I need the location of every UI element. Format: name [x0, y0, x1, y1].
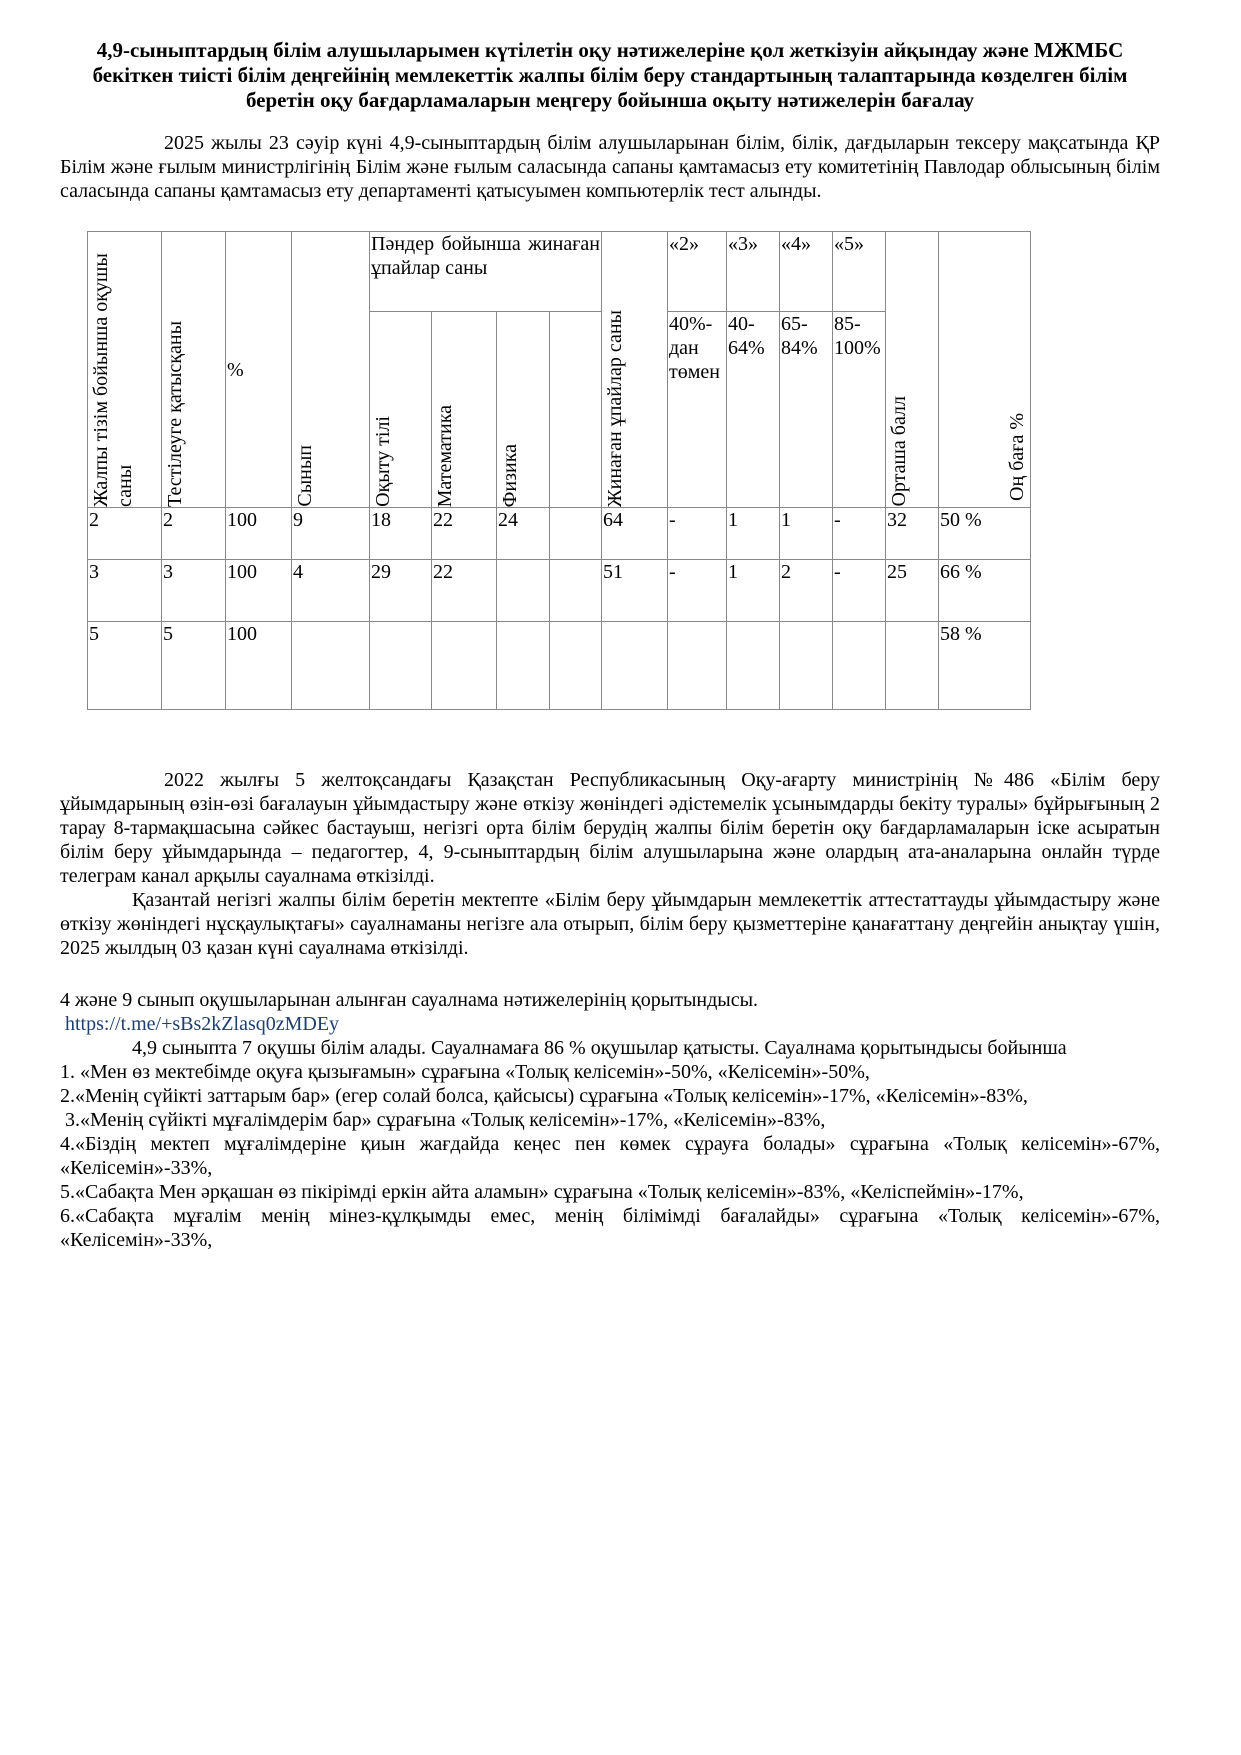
header-g4: «4»: [780, 232, 833, 312]
cell-total: 3: [88, 560, 162, 622]
header-spacer: [550, 312, 602, 508]
cell-tested: 2: [162, 508, 226, 560]
cell-math: [432, 622, 497, 710]
cell-pct: 100: [226, 508, 292, 560]
list-item: 6.«Сабақта мұғалім менің мінез-құлқымды емес, менің білімімді бағалайды» сұрағына «Толық келісемін»-67%, «Келісемін»-33%,: [60, 1205, 1160, 1251]
table-row: [88, 622, 1031, 710]
survey-intro: 4,9 сыныпта 7 оқушы білім алады. Сауалнамаға 86 % оқушылар қатысты. Сауалнама қорытындысы бойынша: [132, 1037, 1067, 1059]
table-row: [88, 560, 1031, 622]
cell-lang: 29: [370, 560, 432, 622]
table-row: [88, 508, 1031, 560]
header-avg: Орташа балл: [886, 232, 939, 508]
header-grade: Сынып: [292, 232, 370, 508]
list-item: 5.«Сабақта Мен әрқашан өз пікірімді еркін айта аламын» сұрағына «Толық келісемін»-83%, «Келіспеймін»-17%,: [60, 1181, 1024, 1203]
cell-quality: 58 %: [939, 622, 1031, 710]
header-quality: Оң баға %: [939, 232, 1031, 508]
header-subjects-group: Пәндер бойынша жинаған ұпайлар саны: [370, 232, 602, 312]
cell-g2: -: [668, 560, 727, 622]
survey-link[interactable]: https://t.me/+sBs2kZlasq0zMDEy: [65, 1013, 340, 1035]
list-item: 3.«Менің сүйікті мұғалімдерім бар» сұрағына «Толық келісемін»-17%, «Келісемін»-83%,: [60, 1109, 826, 1131]
list-item: 1. «Мен өз мектебімде оқуға қызығамын» сұрағына «Толық келісемін»-50%, «Келісемін»-50%,: [60, 1061, 870, 1083]
intro-paragraph: 2025 жылы 23 сәуір күні 4,9-сыныптардың білім алушыларынан білім, білік, дағдыларын тексеру мақсатында ҚР Білім және ғылым министрлігінің Білім және ғылым саласында сапаны қамтамасыз ету комитетінің Павлодар облысының білім саласында сапаны қамтамасыз ету департаменті қатысуымен компьютерлік тест алынды.: [60, 132, 1160, 202]
cell-math: 22: [432, 508, 497, 560]
cell-g4: 2: [780, 560, 833, 622]
cell-sum: 51: [602, 560, 668, 622]
cell-grade: [292, 622, 370, 710]
cell-avg: 25: [886, 560, 939, 622]
header-total-points: Жинаған ұпайлар саны: [602, 232, 668, 508]
header-subj-phys: Физика: [497, 312, 550, 508]
header-percent: %: [226, 232, 292, 508]
document-title: 4,9-сыныптардың білім алушыларымен күтілетін оқу нәтижелеріне қол жеткізуін айқындау және МЖМБС бекіткен тиісті білім деңгейінің мемлекеттік жалпы білім беру стандартының талаптарында көзделген білім беретін оқу бағдарламаларын меңгеру бойынша оқыту нәтижелерін бағалау: [92, 38, 1128, 112]
header-g3: «3»: [727, 232, 780, 312]
cell-g3: [727, 622, 780, 710]
cell-tested: 3: [162, 560, 226, 622]
cell-pct: 100: [226, 622, 292, 710]
cell-total: 2: [88, 508, 162, 560]
attestation-paragraph: Қазантай негізгі жалпы білім беретін мектепте «Білім беру ұйымдарын мемлекеттік аттестаттауды ұйымдастыру және өткізу жөніндегі нұсқаулықтағы» сауалнаманы негізге ала отырып, білім беру қызметтеріне қанағаттану деңгейін анықтау үшін, 2025 жылдың 03 қазан күні сауалнама өткізілді.: [60, 889, 1160, 959]
cell-quality: 66 %: [939, 560, 1031, 622]
survey-heading: 4 және 9 сынып оқушыларынан алынған сауалнама нәтижелерінің қорытындысы.: [60, 989, 759, 1011]
header-g2-range: 40%-дан төмен: [668, 312, 727, 508]
cell-total: 5: [88, 622, 162, 710]
cell-g3: 1: [727, 560, 780, 622]
cell-g4: [780, 622, 833, 710]
list-item: 4.«Біздің мектеп мұғалімдеріне қиын жағдайда кеңес пен көмек сұрауға болады» сұрағына «Толық келісемін»-67%, «Келісемін»-33%,: [60, 1133, 1160, 1179]
header-g5-range: 85-100%: [833, 312, 886, 508]
list-item: 2.«Менің сүйікті заттарым бар» (егер солай болса, қайсысы) сұрағына «Толық келісемін»-17%, «Келісемін»-83%,: [60, 1085, 1028, 1107]
cell-g3: 1: [727, 508, 780, 560]
cell-avg: [886, 622, 939, 710]
cell-g2: [668, 622, 727, 710]
header-g5: «5»: [833, 232, 886, 312]
cell-tested: 5: [162, 622, 226, 710]
cell-g5: -: [833, 508, 886, 560]
cell-phys-extra: [550, 508, 602, 560]
cell-quality: 50 %: [939, 508, 1031, 560]
header-g2: «2»: [668, 232, 727, 312]
cell-lang: 18: [370, 508, 432, 560]
cell-grade: 9: [292, 508, 370, 560]
cell-sum: 64: [602, 508, 668, 560]
header-g3-range: 40-64%: [727, 312, 780, 508]
document-page: [60, 38, 1160, 1252]
cell-avg: 32: [886, 508, 939, 560]
cell-sum: [602, 622, 668, 710]
cell-phys-extra: [550, 560, 602, 622]
order-paragraph: 2022 жылғы 5 желтоқсандағы Қазақстан Республикасының Оқу-ағарту министрінің №486 «Білім беру ұйымдарының өзін-өзі бағалауын ұйымдастыру және өткізу жөніндегі әдістемелік ұсынымдарды бекіту туралы» бұйрығының 2 тарау 8-тармақшасына сәйкес бастауыш, негізгі орта білім берудің жалпы білім беретін оқу бағдарламаларын іске асыратын білім беру ұйымдарында – педагогтер, 4, 9-сыныптардың білім алушыларына және олардың ата-аналарына онлайн түрде телеграм канал арқылы сауалнама өткізілді.: [60, 769, 1160, 887]
cell-pct: 100: [226, 560, 292, 622]
cell-grade: 4: [292, 560, 370, 622]
header-subj-lang: Оқыту тілі: [370, 312, 432, 508]
header-tested: Тестілеуге қатысқаны: [162, 232, 226, 508]
cell-phys: [497, 622, 550, 710]
cell-g2: -: [668, 508, 727, 560]
cell-g5: -: [833, 560, 886, 622]
cell-phys: 24: [497, 508, 550, 560]
header-subj-math: Математика: [432, 312, 497, 508]
cell-math: 22: [432, 560, 497, 622]
cell-phys: [497, 560, 550, 622]
cell-lang: [370, 622, 432, 710]
cell-phys-extra: [550, 622, 602, 710]
cell-g4: 1: [780, 508, 833, 560]
header-g4-range: 65-84%: [780, 312, 833, 508]
header-total-students: Жалпы тізім бойынша оқушы саны: [88, 232, 162, 508]
results-table: [87, 231, 1031, 710]
cell-g5: [833, 622, 886, 710]
survey-list: [60, 1060, 1160, 1252]
